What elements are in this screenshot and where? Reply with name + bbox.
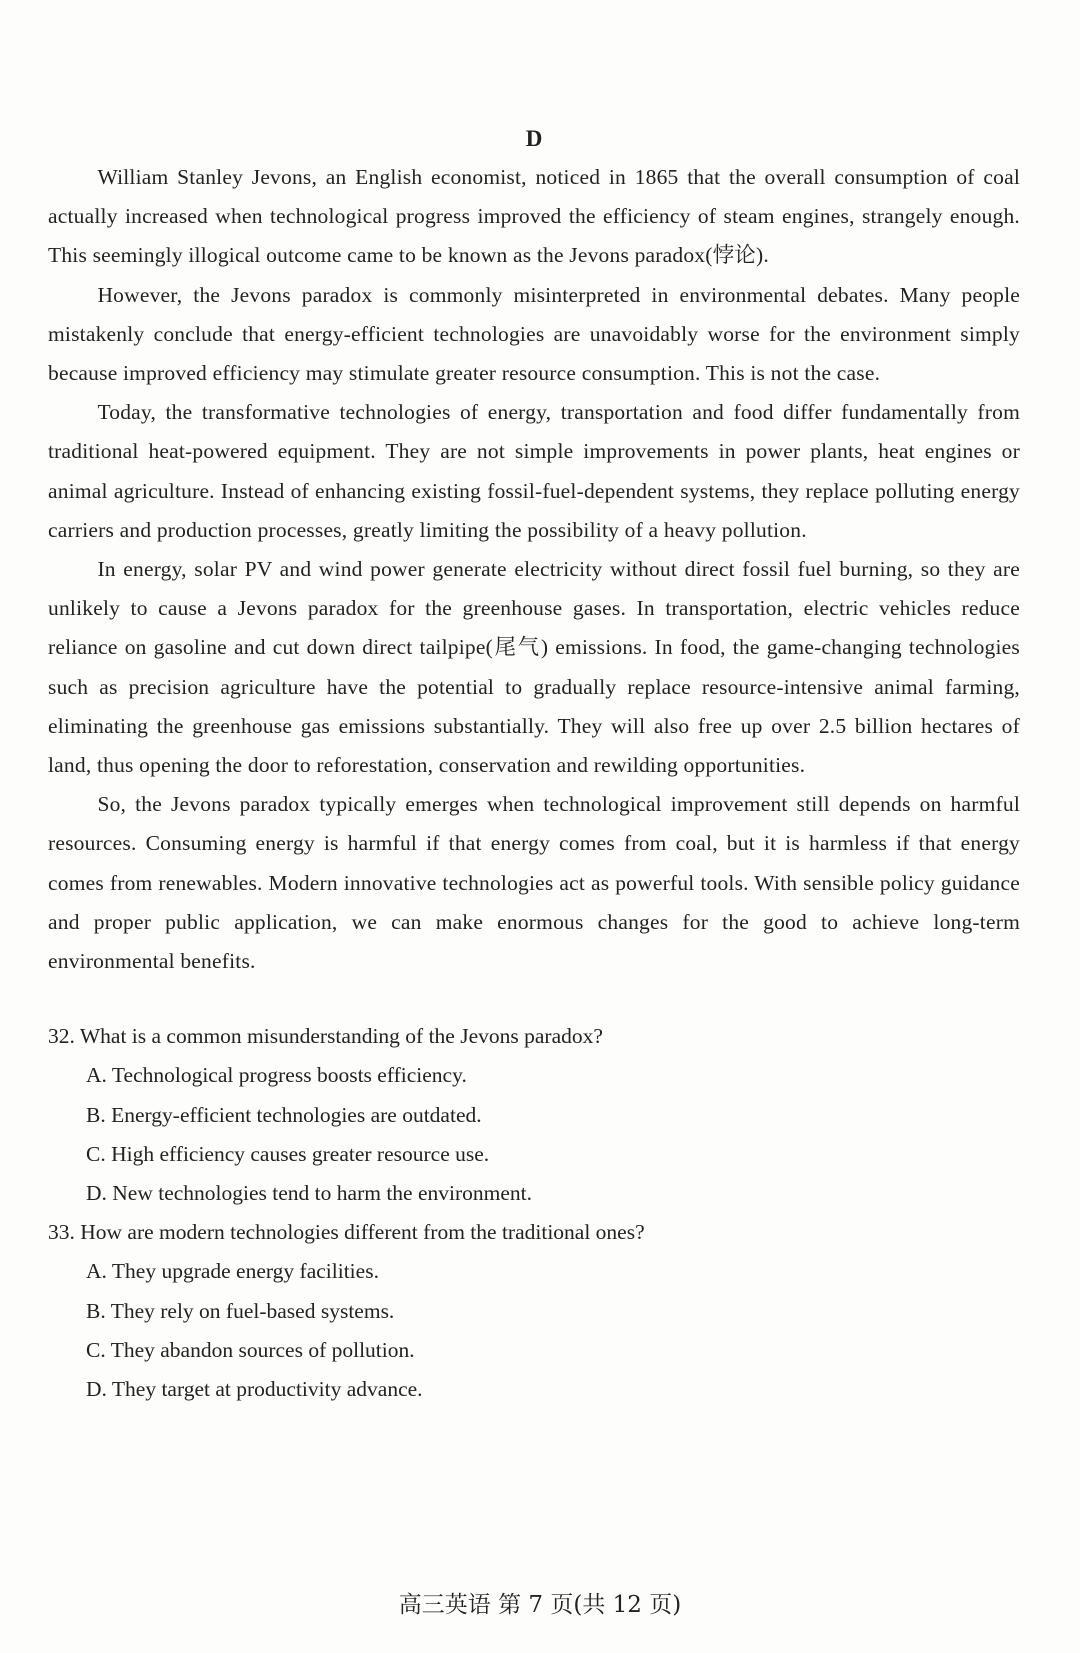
option-b: B. Energy-efficient technologies are outdated.: [86, 1102, 482, 1127]
question-list: [48, 1017, 1020, 1409]
question-32: [48, 1017, 1020, 1213]
option-a: A. They upgrade energy facilities.: [86, 1259, 379, 1284]
passage-paragraph-1: William Stanley Jevons, an English economist, noticed in 1865 that the overall consumption of coal actually increased when technological progress improved the efficiency of steam engines, strangely enough. This seemingly illogical outcome came to be known as the Jevons paradox(悖论).: [48, 165, 1020, 268]
option-d: D. They target at productivity advance.: [86, 1377, 423, 1402]
option-b: B. They rely on fuel-based systems.: [86, 1298, 395, 1323]
question-stem: 32. What is a common misunderstanding of the Jevons paradox?: [48, 1024, 603, 1049]
passage-paragraph-3: Today, the transformative technologies of energy, transportation and food differ fundamentally from traditional heat-powered equipment. They are not simple improvements in power plants, heat engines or animal agriculture. Instead of enhancing existing fossil-fuel-dependent systems, they replace polluting energy carriers and production processes, greatly limiting the possibility of a heavy pollution.: [48, 400, 1020, 542]
passage-paragraph-2: However, the Jevons paradox is commonly misinterpreted in environmental debates. Many people mistakenly conclude that energy-efficient technologies are unavoidably worse for the environment simply because improved efficiency may stimulate greater resource consumption. This is not the case.: [48, 282, 1020, 386]
passage-paragraph-4: In energy, solar PV and wind power generate electricity without direct fossil fuel burning, so they are unlikely to cause a Jevons paradox for the greenhouse gases. In transportation, electric vehicles reduce reliance on gasoline and cut down direct tailpipe(尾气) emissions. In food, the game-changing technologies such as precision agriculture have the potential to gradually replace resource-intensive animal farming, eliminating the greenhouse gas emissions substantially. They will also free up over 2.5 billion hectares of land, thus opening the door to reforestation, conservation and rewilding opportunities.: [48, 557, 1020, 778]
option-c: C. High efficiency causes greater resource use.: [86, 1141, 490, 1166]
passage-paragraph-5: So, the Jevons paradox typically emerges when technological improvement still depends on harmful resources. Consuming energy is harmful if that energy comes from coal, but it is harmless if that energy comes from renewables. Modern innovative technologies act as powerful tools. With sensible policy guidance and proper public application, we can make enormous changes for the good to achieve long-term environmental benefits.: [48, 792, 1020, 974]
option-a: A. Technological progress boosts efficiency.: [86, 1063, 467, 1088]
option-d: D. New technologies tend to harm the environment.: [86, 1181, 533, 1206]
page-footer: 高三英语 第 7 页(共 12 页): [398, 1592, 682, 1618]
question-stem: 33. How are modern technologies different from the traditional ones?: [48, 1220, 645, 1245]
option-c: C. They abandon sources of pollution.: [86, 1337, 415, 1362]
reading-passage: [48, 158, 1020, 981]
section-heading: D: [525, 126, 543, 151]
exam-page: [48, 120, 1020, 1409]
question-33: [48, 1213, 1020, 1409]
